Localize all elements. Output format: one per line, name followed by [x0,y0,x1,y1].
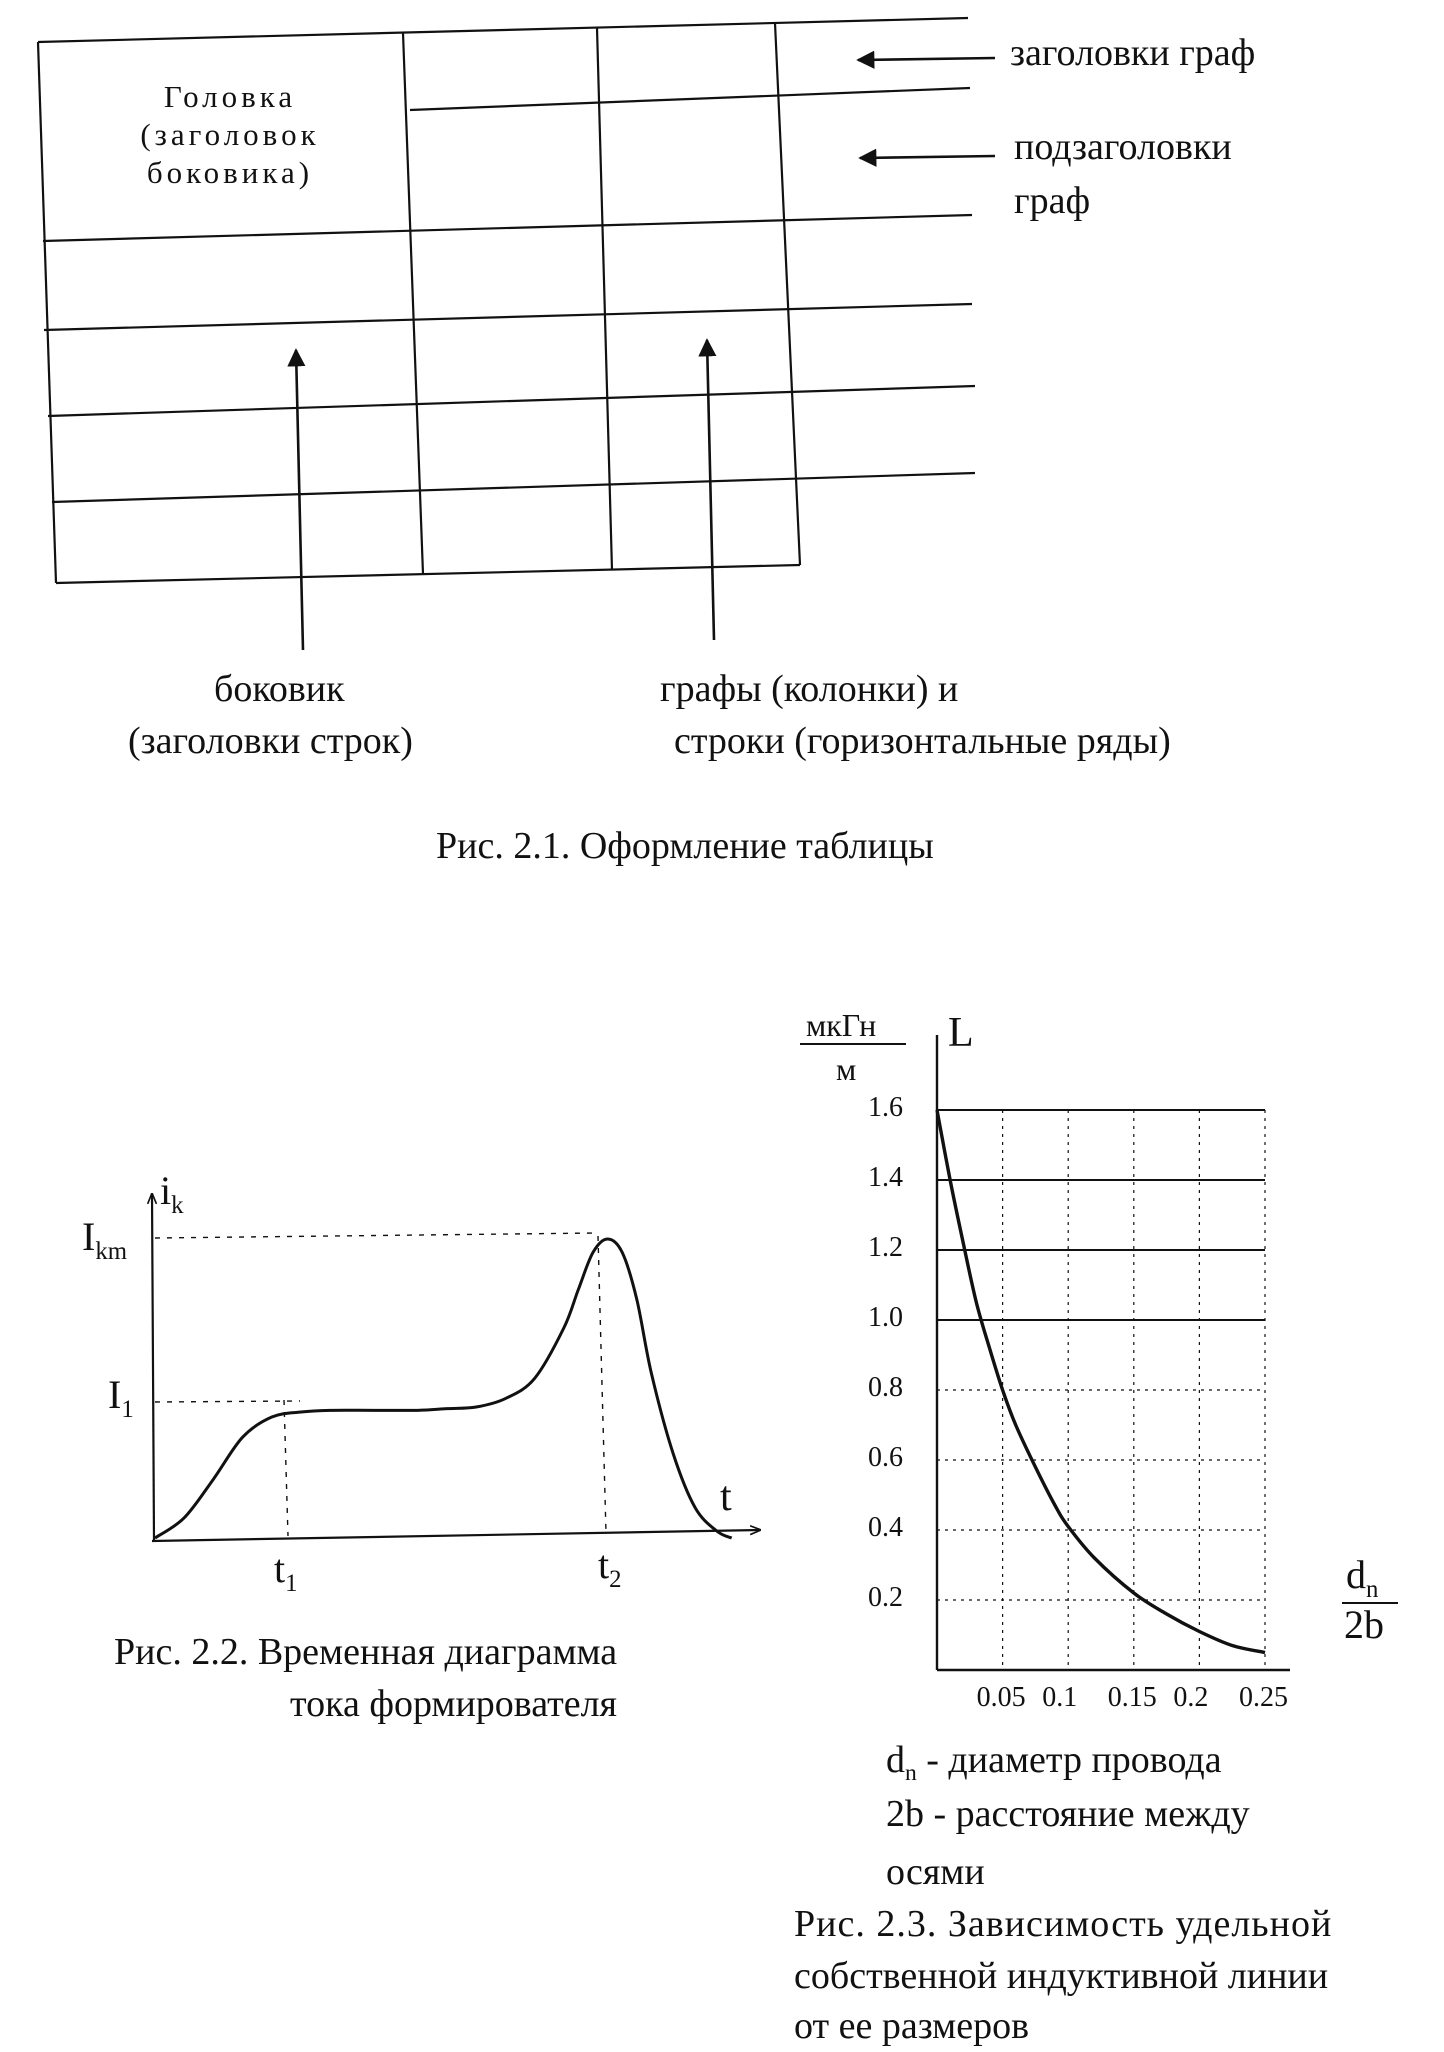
fig3-y-tick-label: 0.2 [868,1582,903,1613]
fig1-label-col-headers: заголовки граф [1010,32,1256,74]
fig1-head-cell [100,78,360,192]
fig3-x-tick-label: 0.05 [976,1682,1026,1713]
fig2-tick-t2-sub: 2 [609,1565,622,1593]
fig1-head-line1: Головка [163,79,297,114]
fig2-y-axis-symbol: i [160,1168,172,1213]
fig1-label-col-subheaders-2: граф [1014,180,1091,222]
fig2-x-axis [152,1530,760,1541]
fig2-level-i1-symbol: I [108,1372,122,1417]
fig2-guides [155,1233,606,1536]
fig3-y-tick-label: 1.6 [868,1092,903,1123]
fig1-label-stub-2: (заголовки строк) [128,720,413,762]
fig1-label-columns-2: строки (горизонтальные ряды) [674,720,1171,762]
fig3-legend-line2: 2b - расстояние между [886,1793,1250,1835]
fig2-level-i1 [108,1372,134,1424]
fig2-tick-t2 [598,1542,622,1594]
fig3-x-axis-symbol: d [1346,1552,1366,1597]
arrow-stub [296,350,303,650]
fig1-label-columns-1: графы (колонки) и [660,668,959,710]
fig2-y-axis [152,1194,154,1542]
fig3-inductance-curve [937,1110,1265,1653]
fig3-legend-text: - диаметр провода [916,1739,1222,1781]
fig3-x-axis-denominator: 2b [1344,1602,1384,1647]
fig2-current-curve [155,1239,732,1538]
fig3-legend-line1 [886,1736,1222,1789]
fig3-legend-sub: n [905,1760,917,1787]
fig1-caption: Рис. 2.1. Оформление таблицы [436,825,934,867]
fig3-unit-denominator: м [836,1051,857,1087]
fig2-tick-t2-symbol: t [598,1542,610,1587]
fig3-caption-line3: от ее размеров [794,2005,1030,2047]
fig3-y-tick-label: 1.0 [868,1302,903,1333]
fig3-y-tick-label: 1.2 [868,1232,903,1263]
fig2-tick-t1 [274,1546,298,1598]
fig2-tick-t1-sub: 1 [285,1569,298,1597]
fig2-level-ikm-symbol: I [82,1214,96,1259]
fig2-tick-t1-symbol: t [274,1546,286,1591]
arrow-col-headers [858,58,995,60]
arrow-col-subheaders [860,156,995,158]
fig2-level-ikm-sub: km [95,1237,128,1265]
fig3-x-tick-label: 0.2 [1173,1682,1209,1713]
arrow-columns [707,340,714,640]
fig3-y-tick-label: 0.6 [868,1442,903,1473]
fig3-x-tick-label: 0.25 [1239,1682,1288,1713]
fig3-y-axis-label: L [948,1010,974,1056]
fig2-x-axis-label: t [720,1474,732,1520]
fig3-legend-sym: d [886,1739,905,1781]
fig3-y-tick-label: 0.4 [868,1512,903,1543]
fig3-x-axis-sub: n [1366,1575,1379,1603]
fig3-caption-line2: собственной индуктивной линии [794,1955,1329,1997]
fig2-caption-line2: тока формирователя [290,1683,618,1725]
fig2-level-ikm [82,1214,127,1266]
fig3-x-tick-label: 0.1 [1042,1682,1078,1713]
fig2-level-i1-sub: 1 [121,1395,134,1423]
fig1-label-col-subheaders-1: подзаголовки [1014,126,1232,168]
fig2-axes [152,1191,760,1542]
fig1-head-line3: боковика) [146,155,314,190]
fig1-label-stub-1: боковик [214,668,345,710]
fig3-x-axis-numerator [1346,1552,1378,1604]
fig2-y-axis-label [160,1168,184,1220]
fig1-arrows [296,58,995,650]
fig3-y-tick-label: 1.4 [868,1162,903,1193]
fig3-caption-line1: Рис. 2.3. Зависимость удельной [794,1903,1333,1945]
fig3-legend-line3: осями [886,1851,985,1893]
fig2-caption-line1: Рис. 2.2. Временная диаграмма [114,1631,618,1673]
fig3-y-tick-label: 0.8 [868,1372,903,1403]
fig3-unit-numerator: мкГн [806,1007,877,1043]
fig3-grid [937,1110,1265,1670]
fig3-x-tick-label: 0.15 [1107,1682,1157,1713]
fig2-y-axis-sub: k [171,1191,184,1219]
fig1-head-line2: (заголовок [140,117,320,152]
